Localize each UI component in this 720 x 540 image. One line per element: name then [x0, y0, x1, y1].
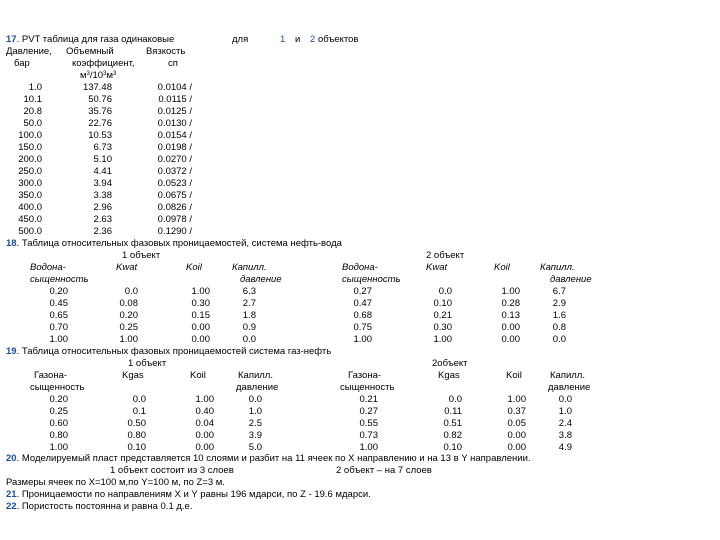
pvt-cell: 50.0 — [23, 118, 42, 129]
s19-right-cell: 1.00 — [507, 394, 526, 405]
s19-h-cap1-left: Капилл. — [238, 370, 273, 381]
s18-h-cap2-right: давление — [550, 274, 592, 285]
s18-h-kwat-left: Kwat — [116, 262, 138, 273]
s18-left-cell: 0.25 — [119, 322, 138, 333]
s18-right-cell: 0.68 — [353, 310, 372, 321]
s19-right-cell: 0.21 — [359, 394, 378, 405]
s18-right-cell: 0.47 — [353, 298, 372, 309]
s19-right-cell: 4.9 — [558, 442, 572, 453]
s18-h-kwat-right: Kwat — [426, 262, 448, 273]
pvt-cell: 100.0 — [18, 130, 42, 141]
s19-h-sat1-left: Газона- — [34, 370, 68, 381]
pvt-cell: 150.0 — [18, 142, 42, 153]
s18-left-cell: 2.7 — [242, 298, 256, 309]
s19-right-cell: 0.10 — [443, 442, 462, 453]
s19-left-cell: 3.9 — [248, 430, 262, 441]
s19-h-cap2-right: давление — [548, 382, 591, 393]
s19-left-cell: 1.00 — [195, 394, 214, 405]
s19-right-cell: 3.8 — [558, 430, 572, 441]
s19-right-cell: 0.51 — [443, 418, 462, 429]
pvt-cell: 4.41 — [93, 166, 112, 177]
section-17-objects: объектов — [318, 34, 359, 45]
s18-obj2-label: 2 объект — [426, 250, 465, 261]
s18-h-cap1-right: Капилл. — [540, 262, 575, 273]
pvt-cell: 22.76 — [88, 118, 112, 129]
section-18-title: 18. Таблица относительных фазовых проницаемостей, система нефть-вода — [6, 238, 342, 249]
section-17-obj2: 2 — [310, 34, 316, 45]
pvt-cell: 450.0 — [18, 214, 42, 225]
s19-right-cell: 0.0 — [558, 394, 572, 405]
pvt-cell: 0.0978 / — [157, 214, 192, 225]
pvt-cell: 0.0125 / — [157, 106, 192, 117]
pvt-cell: 0.0104 / — [157, 82, 192, 93]
s18-left-cell: 6.3 — [242, 286, 256, 297]
s18-h-koil-left: Koil — [186, 262, 202, 273]
s18-left-cell: 0.20 — [49, 286, 68, 297]
pvt-cell: 0.0198 / — [157, 142, 192, 153]
pvt-cell: 20.8 — [23, 106, 42, 117]
s19-left-cell: 0.50 — [127, 418, 146, 429]
section-22-text: 22. Пористость постоянна и равна 0.1 д.е. — [6, 501, 193, 512]
s19-left-cell: 0.00 — [195, 442, 214, 453]
s18-left-cell: 0.00 — [191, 334, 210, 345]
pvt-header-volume-unit: $м^3/10^3м^3$ — [80, 70, 117, 81]
s19-right-cell: 0.37 — [507, 406, 526, 417]
s19-right-cell: 0.05 — [507, 418, 526, 429]
pvt-cell: 3.38 — [93, 190, 112, 201]
s19-left-cell: 2.5 — [248, 418, 262, 429]
pvt-cell: 0.1290 / — [157, 226, 192, 237]
section-20-text: 20. Моделируемый пласт представляется 10 слоями и разбит на 11 ячеек по X направлению и на 13 в Y направлении. — [6, 453, 531, 464]
s19-obj1-label: 1 объект — [128, 358, 167, 369]
s19-right-cell: 0.00 — [507, 430, 526, 441]
s18-right-cell: 0.13 — [501, 310, 520, 321]
s18-left-cell: 0.0 — [124, 286, 138, 297]
s19-left-cell: 0.0 — [248, 394, 262, 405]
s19-right-cell: 0.11 — [444, 406, 462, 417]
s19-h-kgas-left: Kgas — [122, 370, 144, 381]
pvt-cell: 0.0270 / — [157, 154, 192, 165]
s19-left-cell: 0.0 — [132, 394, 146, 405]
cell-sizes-text: Размеры ячеек по X=100 м,по Y=100 м, по Z=3 м. — [6, 477, 225, 488]
s19-h-sat1-right: Газона- — [348, 370, 382, 381]
s18-left-cell: 1.00 — [119, 334, 138, 345]
s19-right-cell: 0.00 — [507, 442, 526, 453]
s18-left-cell: 0.9 — [242, 322, 256, 333]
s19-obj2-label: 2объект — [432, 358, 468, 369]
s19-left-cell: 0.00 — [195, 430, 214, 441]
pvt-cell: 3.94 — [93, 178, 112, 189]
s19-left-cell: 0.40 — [195, 406, 214, 417]
section-20-obj1: 1 объект состоит из 3 слоев — [110, 465, 234, 476]
pvt-cell: 50.76 — [88, 94, 112, 105]
s18-left-cell: 0.65 — [49, 310, 68, 321]
s18-right-cell: 0.28 — [501, 298, 520, 309]
s19-right-cell: 0.73 — [359, 430, 378, 441]
s19-left-cell: 0.25 — [49, 406, 68, 417]
section-17-obj1: 1 — [280, 34, 286, 45]
s19-left-cell: 0.60 — [49, 418, 68, 429]
pvt-cell: 2.36 — [93, 226, 112, 237]
s18-right-cell: 0.21 — [433, 310, 452, 321]
s18-right-cell: 1.00 — [501, 286, 520, 297]
s18-obj1-label: 1 объект — [122, 250, 161, 261]
pvt-cell: 6.73 — [93, 142, 112, 153]
s18-h-cap2-left: давление — [240, 274, 282, 285]
s18-right-cell: 1.00 — [353, 334, 372, 345]
pvt-cell: 10.53 — [88, 130, 112, 141]
s19-right-cell: 0.82 — [443, 430, 462, 441]
s19-h-cap2-left: давление — [236, 382, 279, 393]
s19-h-sat2-left: сыщенность — [30, 382, 85, 393]
s19-left-cell: 1.00 — [49, 442, 68, 453]
pvt-cell: 5.10 — [93, 154, 112, 165]
s18-h-sat1-left: Водона- — [30, 262, 66, 273]
s19-right-cell: 1.0 — [558, 406, 572, 417]
pvt-header-volume-2: коэффициент, — [72, 58, 135, 69]
s18-right-cell: 0.0 — [438, 286, 452, 297]
s19-left-cell: 0.80 — [49, 430, 68, 441]
s19-left-cell: 0.20 — [49, 394, 68, 405]
s18-left-cell: 1.8 — [242, 310, 256, 321]
s18-left-cell: 0.20 — [119, 310, 138, 321]
s18-left-cell: 0.70 — [49, 322, 68, 333]
section-20-obj2: 2 объект – на 7 слоев — [336, 465, 432, 476]
s18-left-cell: 0.45 — [49, 298, 68, 309]
pvt-cell: 2.63 — [93, 214, 112, 225]
pvt-cell: 0.0130 / — [157, 118, 192, 129]
s19-left-cell: 0.10 — [127, 442, 146, 453]
s18-left-cell: 0.15 — [191, 310, 210, 321]
s18-right-cell: 0.30 — [433, 322, 452, 333]
s19-h-koil-left: Koil — [190, 370, 206, 381]
s18-h-sat2-left: сыщенность — [30, 274, 89, 285]
s19-left-cell: 1.0 — [248, 406, 262, 417]
pvt-cell: 10.1 — [23, 94, 42, 105]
pvt-cell: 0.0826 / — [157, 202, 192, 213]
s18-h-sat1-right: Водона- — [342, 262, 378, 273]
pvt-header-viscosity: Вязкость — [146, 46, 186, 57]
s18-left-cell: 0.00 — [191, 322, 210, 333]
s18-right-cell: 6.7 — [552, 286, 566, 297]
section-17-title: 17. PVT таблица для газа одинаковые — [6, 34, 175, 45]
pvt-header-pressure-unit: бар — [14, 58, 30, 69]
s19-h-koil-right: Koil — [506, 370, 522, 381]
s18-left-cell: 1.00 — [191, 286, 210, 297]
s18-left-cell: 0.08 — [119, 298, 138, 309]
section-17-number: 17 — [6, 34, 17, 45]
pvt-cell: 400.0 — [18, 202, 42, 213]
s19-h-cap1-right: Капилл. — [550, 370, 585, 381]
s18-left-cell: 0.0 — [242, 334, 256, 345]
s19-right-cell: 0.0 — [448, 394, 462, 405]
pvt-cell: 250.0 — [18, 166, 42, 177]
s19-left-cell: 0.1 — [132, 406, 146, 417]
section-21-text: 21. Проницаемости по направлениям X и Y равны 196 мдарси, по Z - 19.6 мдарси. — [6, 489, 371, 500]
s19-left-cell: 5.0 — [248, 442, 262, 453]
s18-right-cell: 0.00 — [501, 322, 520, 333]
pvt-header-pressure: Давление, — [6, 46, 52, 57]
s18-right-cell: 0.8 — [552, 322, 566, 333]
pvt-cell: 300.0 — [18, 178, 42, 189]
s19-left-cell: 0.80 — [127, 430, 146, 441]
pvt-cell: 0.0523 / — [157, 178, 192, 189]
s18-right-cell: 0.75 — [353, 322, 372, 333]
section-19-title: 19. Таблица относительных фазовых проницаемостей система газ-нефть — [6, 346, 332, 357]
pvt-cell: 0.0154 / — [157, 130, 192, 141]
s18-right-cell: 0.00 — [501, 334, 520, 345]
s19-left-cell: 0.04 — [195, 418, 214, 429]
pvt-header-viscosity-unit: сп — [168, 58, 178, 69]
s18-right-cell: 0.10 — [433, 298, 452, 309]
s19-right-cell: 1.00 — [359, 442, 378, 453]
s19-h-sat2-right: сыщенность — [340, 382, 395, 393]
s18-right-cell: 1.00 — [433, 334, 452, 345]
pvt-cell: 0.0675 / — [157, 190, 192, 201]
s18-left-cell: 1.00 — [49, 334, 68, 345]
pvt-cell: 200.0 — [18, 154, 42, 165]
pvt-cell: 350.0 — [18, 190, 42, 201]
pvt-cell: 35.76 — [88, 106, 112, 117]
pvt-cell: 0.0115 / — [158, 94, 192, 105]
section-17-and: и — [295, 34, 301, 45]
pvt-cell: 2.96 — [93, 202, 112, 213]
s18-left-cell: 0.30 — [191, 298, 210, 309]
s18-h-sat2-right: сыщенность — [342, 274, 401, 285]
s18-h-koil-right: Koil — [494, 262, 510, 273]
pvt-cell: 137.48 — [82, 82, 112, 93]
s18-right-cell: 0.27 — [353, 286, 372, 297]
s18-right-cell: 2.9 — [552, 298, 566, 309]
s19-right-cell: 0.55 — [359, 418, 378, 429]
pvt-header-volume: Объемный — [66, 46, 114, 57]
section-17-for: для — [232, 34, 249, 45]
pvt-cell: 1.0 — [28, 82, 42, 93]
s18-h-cap1-left: Капилл. — [232, 262, 267, 273]
s19-right-cell: 2.4 — [558, 418, 572, 429]
s18-right-cell: 0.0 — [552, 334, 566, 345]
s18-right-cell: 1.6 — [552, 310, 566, 321]
s19-h-kgas-right: Kgas — [438, 370, 460, 381]
pvt-cell: 500.0 — [18, 226, 42, 237]
s19-right-cell: 0.27 — [359, 406, 378, 417]
pvt-cell: 0.0372 / — [157, 166, 192, 177]
